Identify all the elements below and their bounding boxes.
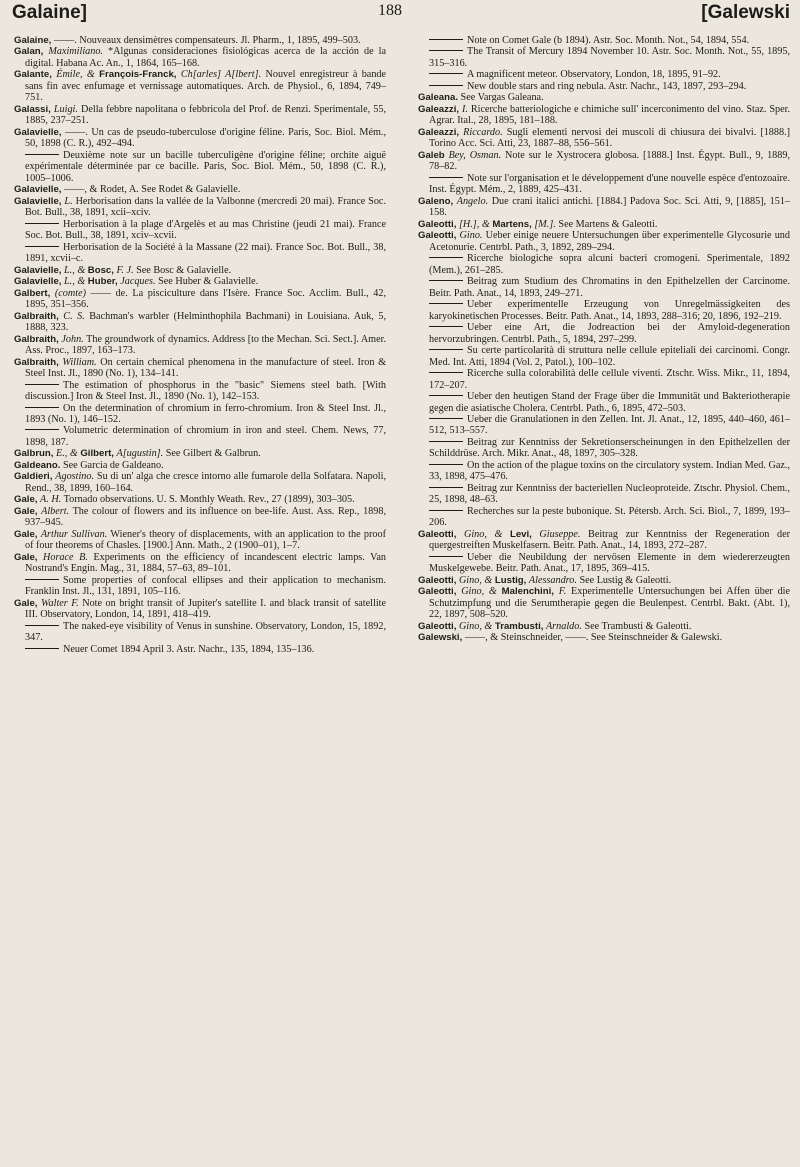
entry-text: Some properties of confocal ellipses and their application to mechanism. Franklin Inst. Jl., 131, 1891, 105–116.	[25, 574, 386, 598]
entry-text: See Martens & Galeotti.	[558, 218, 658, 230]
entry-text: See Garcia de Galdeano.	[62, 459, 164, 471]
author-forename: L.	[64, 195, 73, 207]
entry-text: Experiments on the efficiency of incandescent electric lamps. Van Nostrand's Engin. Mag., 31, 1884, 57–63, 89–101.	[25, 551, 387, 575]
entry-text: Beitrag zur Kenntniss der Regeneration der quergestreiften Muskelfasern. Beitr. Path. Anat., 14, 1893, 272–287.	[429, 528, 790, 552]
entry-text: On certain chemical phenomena in the manufacture of steel. Iron & Steel Inst. Jl., 1890 (No. 1), 134–141.	[25, 356, 387, 380]
bibliography-entry	[14, 288, 386, 311]
coauthor-name: François-Franck,	[99, 69, 177, 81]
ditto-rule	[429, 349, 463, 350]
bibliography-entry	[14, 184, 386, 195]
right-column	[418, 35, 790, 644]
author-forename: John.	[61, 333, 84, 345]
author-name: Galeb	[418, 149, 445, 161]
author-name: Galassi,	[14, 103, 51, 115]
bibliography-entry	[418, 552, 790, 575]
ditto-rule	[25, 223, 59, 224]
author-forename: Gino, &	[458, 574, 495, 586]
bibliography-entry	[418, 230, 790, 253]
ditto-rule	[25, 648, 59, 649]
bibliography-entry	[14, 357, 386, 380]
coauthor-name: Gilbert,	[80, 448, 114, 460]
ditto-rule	[429, 326, 463, 327]
coauthor-forename: Alessandro.	[528, 574, 577, 586]
bibliography-entry	[14, 494, 386, 505]
author-name: Galewski,	[418, 632, 463, 644]
author-forename: Gino, &	[458, 620, 495, 632]
author-forename: Angelo.	[456, 195, 489, 207]
entry-text: Ricerche sulla colorabilità delle cellule viventi. Ztschr. Wiss. Mikr., 11, 1894, 172–207.	[429, 368, 790, 391]
coauthor-forename: F. J.	[116, 264, 134, 276]
ditto-rule	[429, 487, 463, 488]
author-forename: Gino, &	[463, 528, 510, 540]
coauthor-name: Huber,	[87, 276, 118, 288]
bibliography-entry	[418, 173, 790, 196]
author-name: Galavielle,	[14, 195, 62, 207]
entry-text: On the action of the plague toxins on the circulatory system. Indian Med. Gaz., 33, 1898, 475–476.	[429, 459, 790, 483]
bibliography-entry	[14, 242, 386, 265]
author-name: Galbraith,	[14, 333, 59, 345]
author-forename: Luigi.	[53, 103, 78, 115]
ditto-rule	[429, 441, 463, 442]
coauthor-name: Malenchini,	[501, 586, 554, 598]
ditto-rule	[429, 556, 463, 557]
page-number: 188	[378, 2, 402, 19]
author-name: Galbraith,	[14, 310, 59, 322]
bibliography-entry	[14, 334, 386, 357]
author-name: Galbert,	[14, 287, 51, 299]
bibliography-entry	[418, 586, 790, 620]
entry-text: Recherches sur la peste bubonique. St. Pétersb. Arch. Sci. Biol., 7, 1899, 193–206.	[429, 505, 790, 529]
bibliography-entry	[14, 46, 386, 69]
author-name: Galeotti,	[418, 218, 457, 230]
ditto-rule	[25, 246, 59, 247]
author-forename: Horace B.	[43, 551, 88, 563]
bibliography-entry	[14, 219, 386, 242]
bibliography-entry	[418, 632, 790, 643]
coauthor-forename: [M.].	[534, 218, 556, 230]
bibliography-entry	[14, 644, 386, 655]
ditto-rule	[429, 73, 463, 74]
bibliography-entry	[14, 403, 386, 426]
entry-text: The estimation of phosphorus in the "basic" Siemens steel bath. [With discussion.] Iron & Steel Inst. Jl., 1890 (No. 1), 142–153.	[25, 379, 386, 403]
bibliography-entry	[418, 621, 790, 632]
coauthor-forename: F.	[558, 586, 567, 598]
entry-text: Note sur l'organisation et le développement d'une nouvelle espèce d'entozoaire. Inst. Égypt. Mém., 2, 1889, 425–431.	[429, 172, 790, 196]
author-name: Gale,	[14, 597, 38, 609]
author-forename: E., &	[56, 448, 81, 460]
bibliography-entry	[418, 46, 790, 69]
bibliography-entry	[14, 460, 386, 471]
author-name: Galavielle,	[14, 276, 62, 288]
author-name: Galbrun,	[14, 448, 54, 460]
ditto-rule	[429, 418, 463, 419]
entry-text: The naked-eye visibility of Venus in sunshine. Observatory, London, 15, 1892, 347.	[25, 620, 386, 644]
entry-text: Su di un' alga che cresce intorno alle fumarole della Solfatara. Napoli, Rend., 38, 1899, 160–164.	[25, 471, 387, 494]
bibliography-entry	[14, 471, 386, 494]
author-forename: Gino, &	[461, 586, 502, 598]
coauthor-forename: Jacques.	[120, 276, 156, 288]
bibliography-entry	[14, 265, 386, 276]
entry-text: Note on Comet Gale (b 1894). Astr. Soc. Month. Not., 54, 1894, 554.	[467, 35, 750, 46]
author-name: Gale,	[14, 551, 38, 563]
entry-text: On the determination of chromium in ferro-chromium. Iron & Steel Inst. Jl., 1893 (No. 1), 146–152.	[25, 402, 386, 425]
author-name: Galavielle,	[14, 184, 62, 196]
author-forename: Maximiliano.	[48, 46, 103, 58]
bibliography-entry	[418, 219, 790, 230]
bibliography-entry	[14, 150, 386, 184]
bibliography-entry	[418, 196, 790, 219]
bibliography-entry	[418, 299, 790, 322]
ditto-rule	[429, 303, 463, 304]
bibliography-entry	[418, 437, 790, 460]
entry-text: See Bosc & Galavielle.	[136, 264, 232, 276]
entry-text: Su certe particolarità di struttura nelle cellule epiteliali dei carcinomi. Congr. Med. Int. Atti, 1894 (Vol. 2, Patol.), 100–102.	[429, 345, 790, 368]
entry-text: Herborisation dans la vallée de la Valbonne (mercredi 20 mai). France Soc. Bot. Bull., 38, 1891, xcii–xciv.	[25, 195, 386, 219]
entry-text: Nouvel enregistreur à bande sans fin avec enfumage et vernissage automatiques. Arch. de Physiol., 6, 1894, 749–751.	[25, 69, 387, 104]
author-forename: [H.], &	[458, 218, 493, 230]
coauthor-forename: Giuseppe.	[539, 528, 581, 540]
author-name: Galeotti,	[418, 574, 457, 586]
author-forename: Bey, Osman.	[448, 149, 502, 161]
entry-text: A magnificent meteor. Observatory, London, 18, 1895, 91–92.	[467, 69, 721, 81]
entry-text: See Gilbert & Galbrun.	[165, 448, 261, 460]
entry-text: Ueber die Neubildung der nervösen Elemente in dem wiedererzeugten Muskelgewebe. Beitr. Path. Anat., 17, 1895, 369–415.	[429, 551, 790, 575]
entry-text: The Transit of Mercury 1894 November 10. Astr. Soc. Month. Not., 55, 1895, 315–316.	[429, 46, 790, 69]
bibliography-entry	[14, 276, 386, 287]
entry-text: Due crani italici antichi. [1884.] Padova Soc. Sci. Atti, 9, [1885], 151–158.	[429, 195, 791, 219]
entry-text: ——, & Steinschneider, ——. See Steinschneider & Galewski.	[464, 632, 723, 644]
entry-text: The groundwork of dynamics. Address [to the Mechan. Sci. Sect.]. Amer. Ass. Proc., 1897, 163–173.	[25, 333, 387, 357]
entry-text: Volumetric determination of chromium in iron and steel. Chem. News, 77, 1898, 187.	[25, 425, 386, 448]
ditto-rule	[429, 510, 463, 511]
entry-text: Ueber die Granulationen in den Zellen. Int. Jl. Anat., 12, 1895, 440–460, 461–512, 513–557.	[429, 413, 790, 437]
ditto-rule	[429, 177, 463, 178]
entry-text: Deuxième note sur un bacille tuberculigène d'origine féline; orchite aiguë expérimentale déterminée par ce bacille. Paris, Soc. Biol. Mém., 50, 1898 (C. R.), 1005–1006.	[25, 149, 386, 184]
ditto-rule	[429, 395, 463, 396]
ditto-rule	[25, 154, 59, 155]
author-name: Galeazzi,	[418, 126, 460, 138]
entry-text: Herborisation à la plage d'Argelès et au mas Christine (jeudi 21 mai). France Soc. Bot. Bull., 38, 1891, xciv–xcvii.	[25, 218, 386, 242]
bibliography-entry	[14, 311, 386, 334]
ditto-rule	[429, 39, 463, 40]
bibliography-entry	[418, 391, 790, 414]
author-name: Galeotti,	[418, 528, 457, 540]
ditto-rule	[25, 407, 59, 408]
entry-text: Della febbre napolitana o febbricola del Prof. de Renzi. Sperimentale, 55, 1885, 237–251.	[25, 103, 386, 127]
author-name: Galavielle,	[14, 126, 62, 138]
bibliography-entry	[14, 35, 386, 46]
bibliography-entry	[14, 69, 386, 103]
author-name: Galavielle,	[14, 264, 62, 276]
coauthor-name: Levi,	[509, 528, 532, 540]
entry-text: Ueber den heutigen Stand der Frage über die Immunität und Bakteriotherapie gegen die asiatische Cholera. Centrbl. Path., 6, 1895, 472–503.	[429, 391, 790, 414]
entry-text: ——. Nouveaux densimètres compensateurs. Jl. Pharm., 1, 1895, 499–503.	[53, 35, 361, 46]
coauthor-forename: Ch[arles] A[lbert].	[180, 69, 262, 81]
coauthor-name: Bosc,	[87, 264, 114, 276]
ditto-rule	[25, 429, 59, 430]
entry-text: *Algunas consideraciones fisiológicas acerca de la acción de la digital. Habana Ac. An., 1, 1864, 165–168.	[25, 46, 386, 69]
ditto-rule	[429, 50, 463, 51]
author-name: Galan,	[14, 46, 44, 58]
ditto-rule	[429, 280, 463, 281]
header-right: [Galewski	[701, 2, 790, 23]
bibliography-entry	[418, 529, 790, 552]
entry-text: See Huber & Galavielle.	[158, 276, 259, 288]
bibliography-entry	[418, 104, 790, 127]
entry-text: Experimentelle Untersuchungen bei Affen über die Schutzimpfung und die Serumtherapie gegen die Beulenpest. Centrbl. Bakt. (Abt. 1), 22, 1897, 508–520.	[429, 586, 791, 621]
author-forename: C. S.	[63, 310, 85, 322]
bibliography-entry	[14, 448, 386, 459]
bibliography-entry	[14, 380, 386, 403]
author-forename: A. H.	[40, 494, 62, 506]
author-forename: L., &	[64, 276, 88, 288]
ditto-rule	[25, 579, 59, 580]
author-name: Galeazzi,	[418, 103, 460, 115]
entry-text: See Lustig & Galeotti.	[579, 574, 672, 586]
coauthor-forename: Arnaldo.	[545, 620, 582, 632]
entry-text: Beitrag zum Studium des Chromatins in den Epithelzellen der Carcinome. Beitr. Path. Anat., 14, 1893, 249–271.	[429, 276, 790, 299]
bibliography-entry	[418, 483, 790, 506]
author-name: Gale,	[14, 528, 38, 540]
bibliography-entry	[418, 276, 790, 299]
bibliography-entry	[418, 460, 790, 483]
bibliography-entry	[14, 425, 386, 448]
bibliography-entry	[14, 598, 386, 621]
author-name: Galdeano.	[14, 459, 61, 471]
bibliography-entry	[14, 127, 386, 150]
entry-text: Bachman's warbler (Helminthophila Bachmani) in Louisiana. Auk, 5, 1888, 323.	[25, 310, 386, 334]
ditto-rule	[429, 257, 463, 258]
author-forename: Agostino.	[55, 471, 95, 483]
author-name: Galante,	[14, 69, 52, 81]
ditto-rule	[25, 625, 59, 626]
author-forename: I.	[461, 103, 468, 115]
entry-text: New double stars and ring nebula. Astr. Nachr., 143, 1897, 293–294.	[467, 80, 747, 92]
entry-text: —— de. La pisciculture dans l'Isère. France Soc. Acclim. Bull., 42, 1895, 351–356.	[25, 287, 387, 311]
bibliography-entry	[418, 575, 790, 586]
bibliography-entry	[418, 414, 790, 437]
ditto-rule	[429, 372, 463, 373]
entry-text: ——, & Rodet, A. See Rodet & Galavielle.	[64, 184, 241, 196]
bibliography-entry	[418, 69, 790, 80]
author-forename: William.	[62, 356, 97, 368]
author-name: Galeotti,	[418, 230, 457, 242]
page-header	[12, 2, 790, 28]
author-name: Galeana.	[418, 92, 458, 104]
author-forename: Walter F.	[40, 597, 79, 609]
entry-text: Beitrag zur Kenntniss der bacteriellen Nucleoproteide. Ztschr. Physiol. Chem., 25, 1898, 48–63.	[429, 482, 790, 506]
entry-text: Herborisation de la Société à la Massane (22 mai). France Soc. Bot. Bull., 38, 1891, xcvii–c.	[25, 241, 386, 265]
author-forename: Albert.	[41, 505, 70, 517]
entry-text: See Vargas Galeana.	[460, 92, 544, 104]
entry-text: Note on bright transit of Jupiter's satellite I. and black transit of satellite III. Observatory, London, 14, 1891, 418–419.	[25, 597, 387, 621]
entry-text: Neuer Comet 1894 April 3. Astr. Nachr., 135, 1894, 135–136.	[63, 643, 315, 655]
bibliography-entry	[14, 196, 386, 219]
ditto-rule	[429, 85, 463, 86]
author-name: Galbraith,	[14, 356, 59, 368]
bibliography-entry	[418, 92, 790, 103]
ditto-rule	[25, 384, 59, 385]
author-forename: L., &	[64, 264, 88, 276]
entry-text: See Trambusti & Galeotti.	[584, 620, 692, 632]
author-name: Galeotti,	[418, 620, 457, 632]
author-name: Galeno,	[418, 195, 454, 207]
bibliography-entry	[418, 81, 790, 92]
bibliography-entry	[14, 575, 386, 598]
author-forename: Émile, &	[56, 69, 100, 81]
bibliography-entry	[418, 127, 790, 150]
bibliography-entry	[418, 35, 790, 46]
bibliography-entry	[418, 322, 790, 345]
bibliography-entry	[14, 529, 386, 552]
entry-text: Ueber eine Art, die Jodreaction bei der Amyloid-degeneration hervorzubringen. Centrbl. Path., 5, 1894, 297–299.	[429, 322, 790, 345]
entry-text: Ueber experimentelle Erzeugung von Unregelmässigkeiten des karyokinetischen Processes. Beitr. Path. Anat., 14, 1893, 288–316; 20, 1896, 192–219.	[429, 299, 790, 322]
entry-text: Wiener's theory of displacements, with an application to the proof of four theorems of Chasles. [1900.] Ann. Math., 2 (1900–01), 1–7.	[25, 528, 386, 552]
coauthor-name: Martens,	[492, 218, 532, 230]
entry-text: Beitrag zur Kenntniss der Sekretionserscheinungen in den Epithelzellen der Schilddrüse. Arch. Mikr. Anat., 48, 1897, 305–328.	[429, 436, 790, 460]
bibliography-entry	[14, 552, 386, 575]
author-name: Galdieri,	[14, 471, 53, 483]
coauthor-forename: A[ugustin].	[116, 448, 164, 460]
bibliography-entry	[14, 506, 386, 529]
author-forename: Riccardo.	[463, 126, 503, 138]
author-forename: (comte)	[54, 287, 86, 299]
author-name: Galaine,	[14, 35, 52, 46]
bibliography-entry	[418, 253, 790, 276]
entry-text: Ricerche batteriologiche e chimiche sull' incerconimento del vino. Staz. Sper. Agrar. Ital., 28, 1895, 181–188.	[429, 103, 791, 127]
author-forename: Gino.	[459, 230, 483, 242]
author-name: Galeotti,	[418, 586, 457, 598]
header-left: Galaine]	[12, 2, 87, 23]
ditto-rule	[429, 464, 463, 465]
left-column	[14, 35, 386, 655]
entry-text: Ricerche biologiche sopra alcuni bacteri cromogeni. Sperimentale, 1892 (Mem.), 261–285.	[429, 253, 790, 276]
author-name: Gale,	[14, 505, 38, 517]
coauthor-name: Lustig,	[494, 574, 527, 586]
coauthor-name: Trambusti,	[494, 620, 544, 632]
bibliography-entry	[418, 345, 790, 368]
author-forename: Arthur Sullivan.	[40, 528, 108, 540]
bibliography-entry	[14, 104, 386, 127]
bibliography-entry	[418, 368, 790, 391]
entry-text: Ueber einige neuere Untersuchungen über experimentelle Glycosurie und Acetonurie. Centrbl. Path., 3, 1892, 289–294.	[429, 230, 790, 253]
bibliography-entry	[418, 506, 790, 529]
author-name: Gale,	[14, 494, 38, 506]
entry-text: Tornado observations. U. S. Monthly Weath. Rev., 27 (1899), 303–305.	[63, 494, 355, 506]
entry-text: Sugli elementi nervosi dei muscoli di chiusura dei bivalvi. [1888.] Torino Acc. Sci. Atti, 23, 1887–88, 556–561.	[429, 126, 791, 150]
entry-text: The colour of flowers and its influence on bee-life. Aust. Ass. Rep., 1898, 937–945.	[25, 505, 387, 529]
bibliography-entry	[14, 621, 386, 644]
entry-text: Note sur le Xystrocera globosa. [1888.] Inst. Égypt. Bull., 9, 1889, 78–82.	[429, 149, 791, 173]
bibliography-entry	[418, 150, 790, 173]
entry-text: ——. Un cas de pseudo-tuberculose d'origine féline. Paris, Soc. Biol. Mém., 50, 1898 (C. R.), 492–494.	[25, 126, 387, 150]
